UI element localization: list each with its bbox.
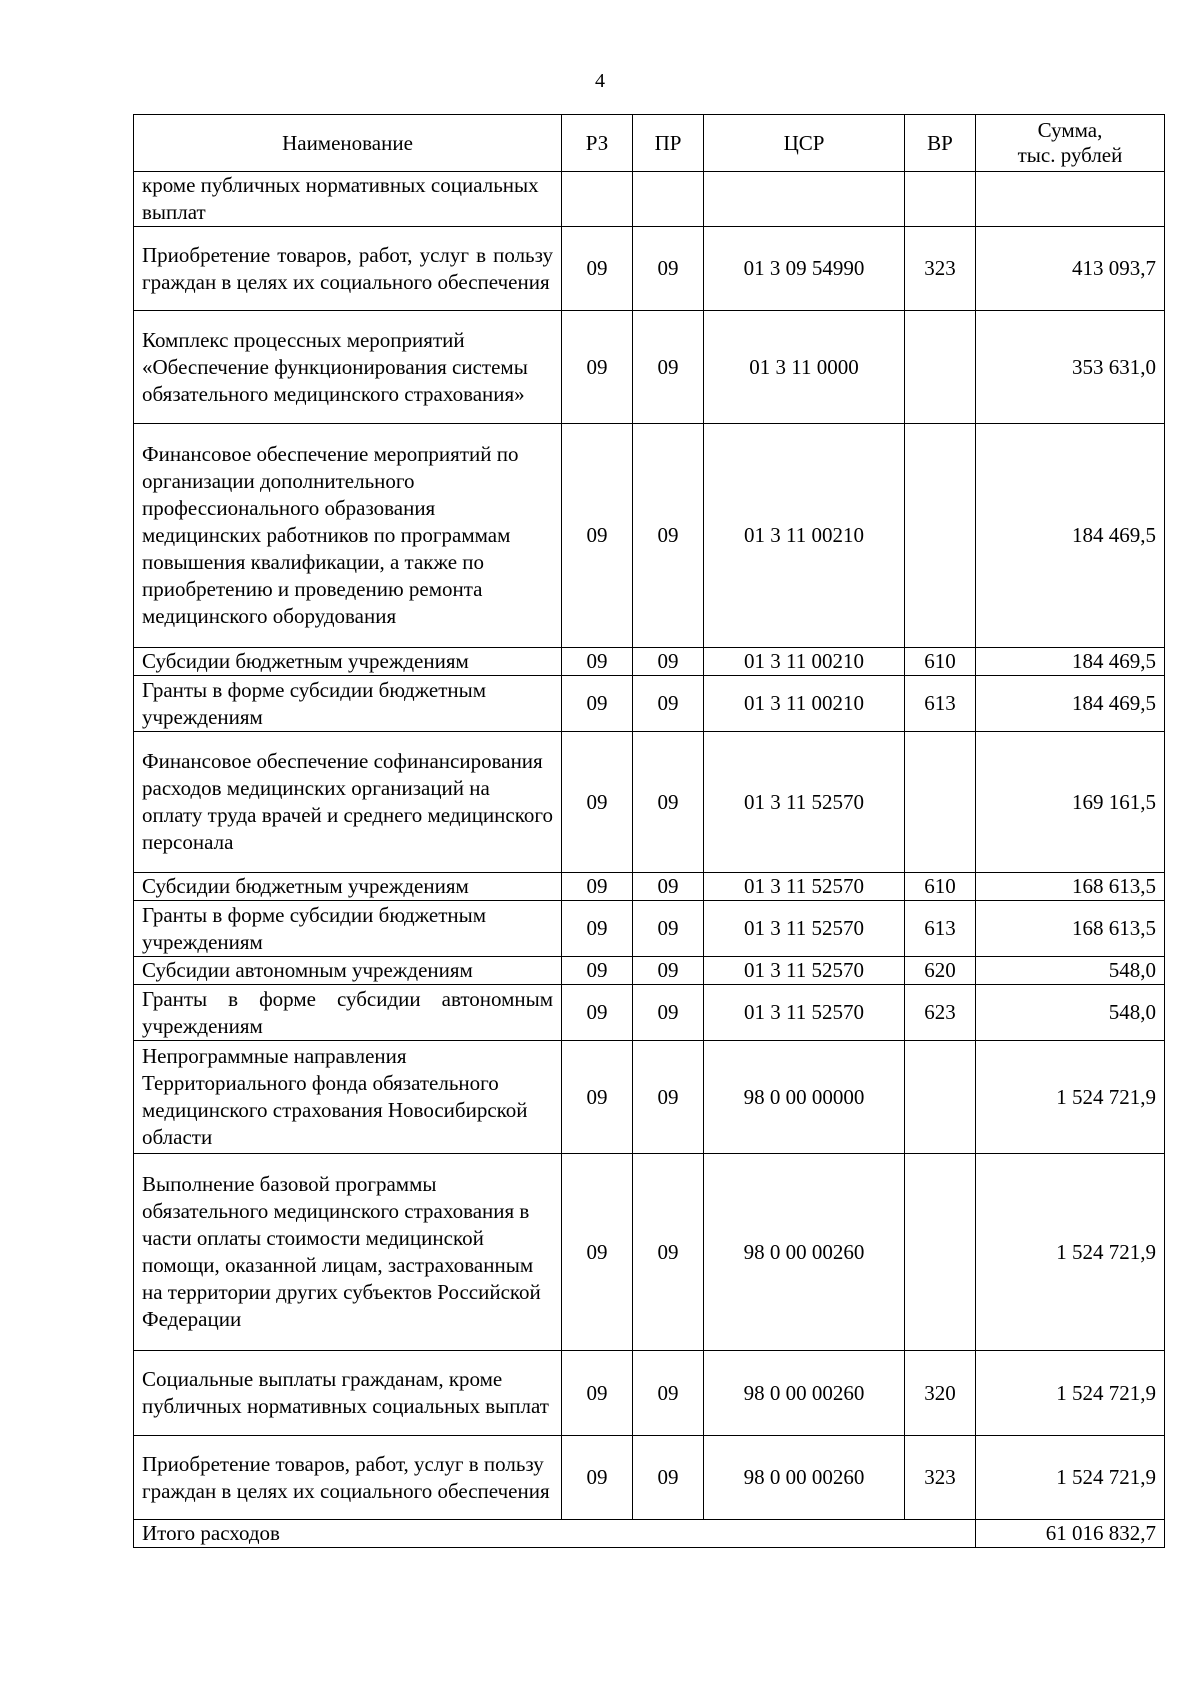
row-csr xyxy=(704,172,905,227)
table-row xyxy=(134,732,1165,873)
row-vr: 323 xyxy=(905,1436,976,1520)
row-pr: 09 xyxy=(633,1436,704,1520)
row-pr: 09 xyxy=(633,873,704,901)
row-pr: 09 xyxy=(633,311,704,424)
row-pr: 09 xyxy=(633,1351,704,1436)
row-name: Субсидии бюджетным учреждениям xyxy=(134,648,562,676)
row-rz: 09 xyxy=(562,227,633,311)
row-vr: 610 xyxy=(905,648,976,676)
row-csr: 01 3 11 00210 xyxy=(704,424,905,648)
row-name: Комплекс процессных мероприятий «Обеспечение функционирования системы обязательного медицинского страхования» xyxy=(134,311,562,424)
row-sum: 353 631,0 xyxy=(976,311,1165,424)
budget-table xyxy=(133,114,1165,1548)
table-row xyxy=(134,1351,1165,1436)
row-sum: 169 161,5 xyxy=(976,732,1165,873)
row-name: Субсидии бюджетным учреждениям xyxy=(134,873,562,901)
row-sum: 184 469,5 xyxy=(976,676,1165,732)
row-csr: 01 3 11 00210 xyxy=(704,648,905,676)
row-pr: 09 xyxy=(633,227,704,311)
header-sum-line2: тыс. рублей xyxy=(1017,143,1123,167)
row-name: Гранты в форме субсидии бюджетным учреждениям xyxy=(134,676,562,732)
row-vr xyxy=(905,732,976,873)
table-row xyxy=(134,873,1165,901)
row-sum xyxy=(976,172,1165,227)
row-pr: 09 xyxy=(633,985,704,1041)
row-sum: 548,0 xyxy=(976,985,1165,1041)
row-name: Гранты в форме субсидии автономным учреждениям xyxy=(134,985,562,1041)
row-csr: 01 3 11 52570 xyxy=(704,873,905,901)
row-vr: 323 xyxy=(905,227,976,311)
row-vr xyxy=(905,1041,976,1154)
row-sum: 184 469,5 xyxy=(976,648,1165,676)
row-csr: 01 3 11 52570 xyxy=(704,957,905,985)
row-rz: 09 xyxy=(562,1436,633,1520)
row-vr: 613 xyxy=(905,901,976,957)
row-sum: 413 093,7 xyxy=(976,227,1165,311)
row-csr: 98 0 00 00260 xyxy=(704,1154,905,1351)
table-row xyxy=(134,1436,1165,1520)
row-csr: 98 0 00 00000 xyxy=(704,1041,905,1154)
row-rz: 09 xyxy=(562,311,633,424)
row-rz: 09 xyxy=(562,873,633,901)
row-sum: 1 524 721,9 xyxy=(976,1041,1165,1154)
row-csr: 01 3 09 54990 xyxy=(704,227,905,311)
row-pr: 09 xyxy=(633,1154,704,1351)
table-row xyxy=(134,1041,1165,1154)
row-rz: 09 xyxy=(562,957,633,985)
row-rz: 09 xyxy=(562,1154,633,1351)
row-rz: 09 xyxy=(562,985,633,1041)
table-row xyxy=(134,424,1165,648)
row-name: Непрограммные направления Территориального фонда обязательного медицинского страхования Новосибирской области xyxy=(134,1041,562,1154)
table-row xyxy=(134,311,1165,424)
row-name: Приобретение товаров, работ, услуг в пользу граждан в целях их социального обеспечения xyxy=(134,1436,562,1520)
row-vr: 320 xyxy=(905,1351,976,1436)
table-row xyxy=(134,957,1165,985)
header-sum xyxy=(976,115,1165,172)
row-csr: 98 0 00 00260 xyxy=(704,1436,905,1520)
total-sum: 61 016 832,7 xyxy=(976,1520,1165,1548)
row-csr: 98 0 00 00260 xyxy=(704,1351,905,1436)
table-row xyxy=(134,648,1165,676)
row-pr: 09 xyxy=(633,424,704,648)
row-name: Приобретение товаров, работ, услуг в пользу граждан в целях их социального обеспечения xyxy=(134,227,562,311)
row-sum: 168 613,5 xyxy=(976,901,1165,957)
row-vr: 623 xyxy=(905,985,976,1041)
table-row xyxy=(134,227,1165,311)
row-rz: 09 xyxy=(562,732,633,873)
total-label: Итого расходов xyxy=(134,1520,976,1548)
table-header-row xyxy=(134,115,1165,172)
row-sum: 1 524 721,9 xyxy=(976,1351,1165,1436)
row-vr: 613 xyxy=(905,676,976,732)
row-sum: 548,0 xyxy=(976,957,1165,985)
row-pr xyxy=(633,172,704,227)
header-sum-line1: Сумма, xyxy=(1037,118,1103,142)
header-name: Наименование xyxy=(134,115,562,172)
table-row xyxy=(134,901,1165,957)
row-sum: 168 613,5 xyxy=(976,873,1165,901)
row-pr: 09 xyxy=(633,1041,704,1154)
row-csr: 01 3 11 00210 xyxy=(704,676,905,732)
row-vr xyxy=(905,311,976,424)
row-pr: 09 xyxy=(633,901,704,957)
row-vr xyxy=(905,424,976,648)
row-sum: 1 524 721,9 xyxy=(976,1436,1165,1520)
row-csr: 01 3 11 52570 xyxy=(704,901,905,957)
row-name: Финансовое обеспечение мероприятий по организации дополнительного профессионального образования медицинских работников по программам повышения квалификации, а также по приобретению и проведению ремонта медицинского оборудования xyxy=(134,424,562,648)
row-rz xyxy=(562,172,633,227)
row-pr: 09 xyxy=(633,648,704,676)
row-name: Выполнение базовой программы обязательного медицинского страхования в части оплаты стоимости медицинской помощи, оказанной лицам, застрахованным на территории других субъектов Российской Федерации xyxy=(134,1154,562,1351)
row-csr: 01 3 11 0000 xyxy=(704,311,905,424)
row-csr: 01 3 11 52570 xyxy=(704,732,905,873)
row-sum: 184 469,5 xyxy=(976,424,1165,648)
row-rz: 09 xyxy=(562,424,633,648)
row-rz: 09 xyxy=(562,901,633,957)
table-row xyxy=(134,985,1165,1041)
table-total-row xyxy=(134,1520,1165,1548)
row-vr: 610 xyxy=(905,873,976,901)
row-vr xyxy=(905,1154,976,1351)
row-rz: 09 xyxy=(562,648,633,676)
row-rz: 09 xyxy=(562,1351,633,1436)
header-pr: ПР xyxy=(633,115,704,172)
header-vr: ВР xyxy=(905,115,976,172)
row-name: Финансовое обеспечение софинансирования расходов медицинских организаций на оплату труда врачей и среднего медицинского персонала xyxy=(134,732,562,873)
page-number: 4 xyxy=(595,70,605,92)
row-csr: 01 3 11 52570 xyxy=(704,985,905,1041)
table-row xyxy=(134,172,1165,227)
header-csr: ЦСР xyxy=(704,115,905,172)
header-rz: РЗ xyxy=(562,115,633,172)
row-vr: 620 xyxy=(905,957,976,985)
table-row xyxy=(134,1154,1165,1351)
row-name: кроме публичных нормативных социальных выплат xyxy=(134,172,562,227)
row-pr: 09 xyxy=(633,676,704,732)
row-name: Субсидии автономным учреждениям xyxy=(134,957,562,985)
row-pr: 09 xyxy=(633,732,704,873)
table-row xyxy=(134,676,1165,732)
row-sum: 1 524 721,9 xyxy=(976,1154,1165,1351)
row-rz: 09 xyxy=(562,1041,633,1154)
row-vr xyxy=(905,172,976,227)
row-name: Социальные выплаты гражданам, кроме публичных нормативных социальных выплат xyxy=(134,1351,562,1436)
row-pr: 09 xyxy=(633,957,704,985)
row-name: Гранты в форме субсидии бюджетным учреждениям xyxy=(134,901,562,957)
row-rz: 09 xyxy=(562,676,633,732)
